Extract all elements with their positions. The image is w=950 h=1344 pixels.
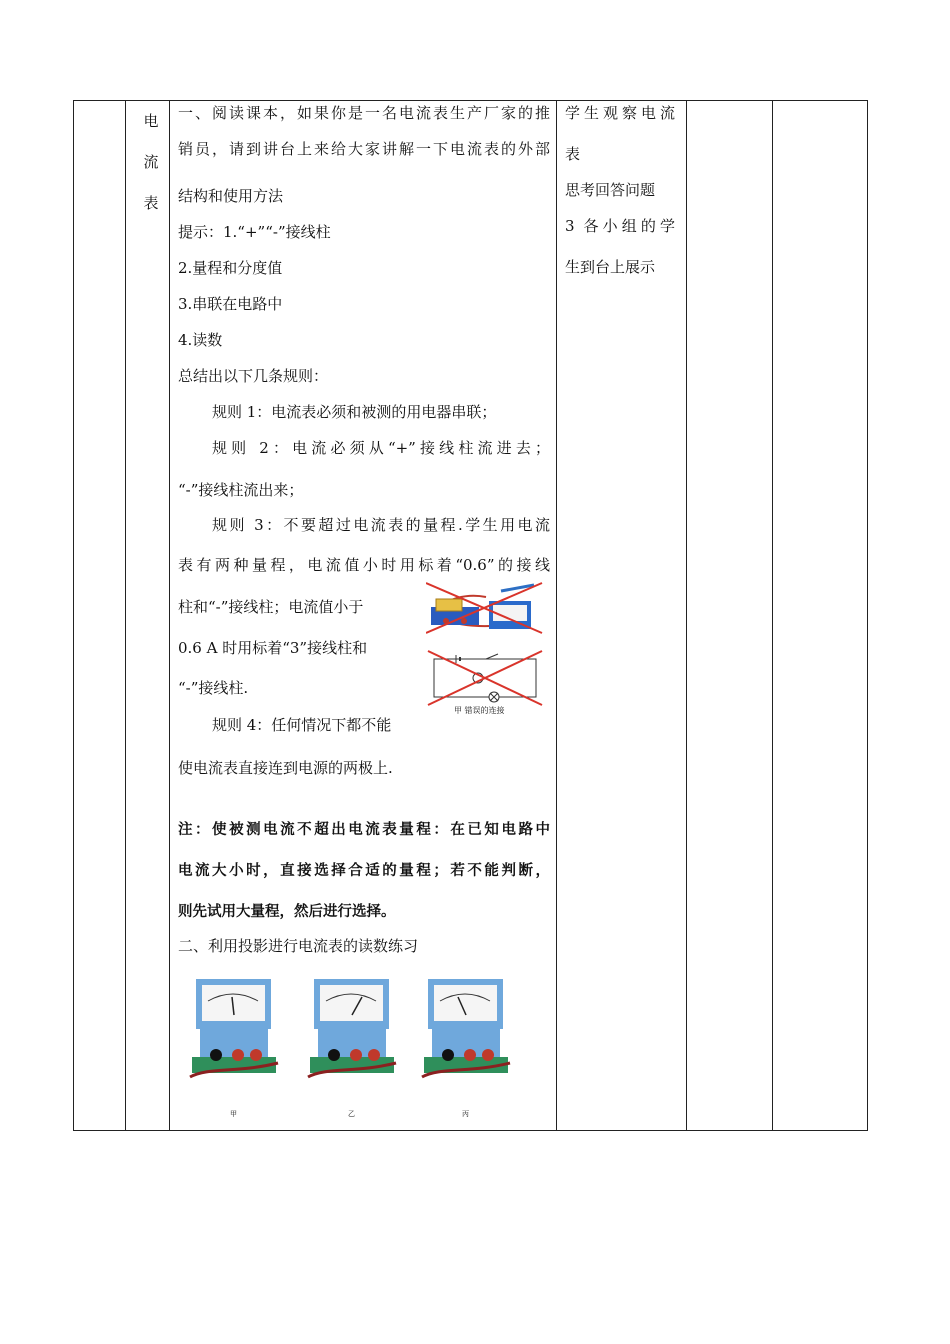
circuit-illustration bbox=[426, 581, 544, 719]
paragraph-line: 结构和使用方法 bbox=[178, 187, 284, 205]
lesson-table bbox=[73, 100, 868, 1131]
topic-cell bbox=[133, 101, 169, 224]
rule-line: 规则 3：不要超过电流表的量程.学生用电流 bbox=[212, 516, 550, 534]
topic-char: 流 bbox=[143, 153, 159, 171]
meter-label: 甲 bbox=[230, 1110, 237, 1118]
ammeter-a bbox=[190, 979, 278, 1077]
column-divider bbox=[686, 101, 687, 1130]
paragraph-line: 一、阅读课本，如果你是一名电流表生产厂家的推 bbox=[178, 104, 550, 122]
rule-line: “-”接线柱. bbox=[178, 679, 249, 697]
column-divider bbox=[169, 101, 170, 1130]
topic-char: 电 bbox=[143, 112, 159, 130]
meter-label: 丙 bbox=[462, 1110, 469, 1118]
rule-line: 规则 2：电流必须从“+”接线柱流进去； bbox=[212, 439, 550, 457]
student-line: 思考回答问题 bbox=[565, 181, 656, 199]
ammeter-figures bbox=[188, 977, 518, 1127]
ammeter-b bbox=[308, 979, 396, 1077]
rule-line: 规则 1：电流表必须和被测的用电器串联； bbox=[212, 403, 497, 421]
student-line: 3 各小组的学 bbox=[565, 217, 675, 235]
note-line: 注：使被测电流不超出电流表量程：在已知电路中 bbox=[178, 822, 550, 838]
rule-line: 柱和“-”接线柱；电流值小于 bbox=[178, 598, 364, 616]
student-line: 学生观察电流 bbox=[565, 104, 675, 122]
rule-line: 规则 4：任何情况下都不能 bbox=[212, 716, 392, 734]
hint-line: 3.串联在电路中 bbox=[178, 295, 283, 313]
rule-line: 使电流表直接连到电源的两极上. bbox=[178, 759, 393, 777]
hint-line: 4.读数 bbox=[178, 331, 223, 349]
meter-label: 乙 bbox=[348, 1110, 355, 1118]
rule-line: 表有两种量程，电流值小时用标着“0.6”的接线 bbox=[178, 556, 550, 574]
hint-line: 2.量程和分度值 bbox=[178, 259, 283, 277]
rule-line: “-”接线柱流出来； bbox=[178, 481, 304, 499]
hint-line: 提示：1.“+”“-”接线柱 bbox=[178, 223, 331, 241]
student-line: 表 bbox=[565, 145, 581, 163]
ammeters-illustration bbox=[188, 977, 518, 1107]
column-divider bbox=[125, 101, 126, 1130]
figure-caption: 甲 错误的连接 bbox=[454, 706, 505, 715]
summary-line: 总结出以下几条规则： bbox=[178, 367, 329, 385]
wrong-connection-figure bbox=[426, 581, 544, 719]
student-line: 生到台上展示 bbox=[565, 258, 656, 276]
note-line: 电流大小时，直接选择合适的量程；若不能判断， bbox=[178, 863, 550, 879]
note-line: 则先试用大量程，然后进行选择。 bbox=[178, 904, 396, 920]
column-divider bbox=[556, 101, 557, 1130]
rule-line: 0.6 A 时用标着“3”接线柱和 bbox=[178, 639, 368, 657]
column-divider bbox=[772, 101, 773, 1130]
paragraph-line: 销员，请到讲台上来给大家讲解一下电流表的外部 bbox=[178, 140, 550, 158]
ammeter-c bbox=[422, 979, 510, 1077]
section-heading: 二、利用投影进行电流表的读数练习 bbox=[178, 937, 419, 955]
topic-char: 表 bbox=[143, 194, 159, 212]
